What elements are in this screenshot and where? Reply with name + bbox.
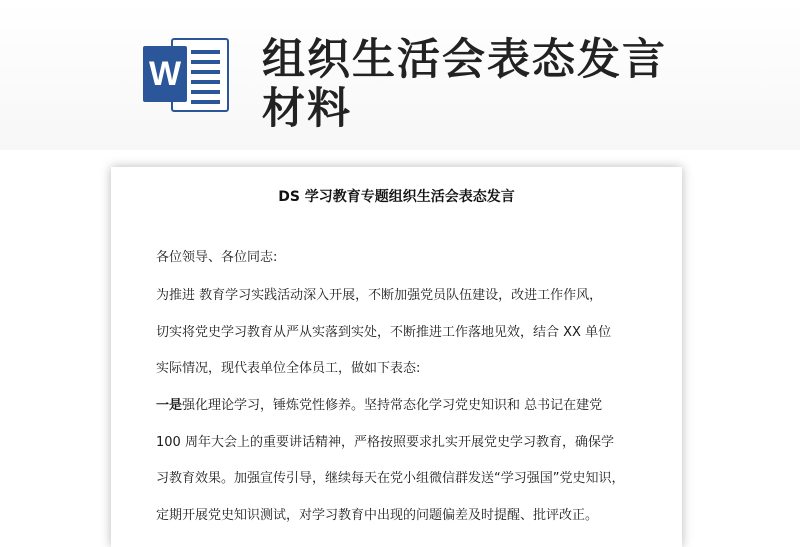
point-lead: 一是 [156, 398, 183, 413]
body-line: 100 周年大会上的重要讲话精神，严格按照要求扎实开展党史学习教育，确保学 [156, 435, 614, 450]
body-line: 切实将党史学习教育从严从实落到实处，不断推进工作落地见效，结合 XX 单位 [156, 325, 612, 340]
word-badge: W [143, 46, 187, 102]
page-title: 组织生活会表态发言材料 [262, 35, 667, 134]
body-line: 为推进 教育学习实践活动深入开展，不断加强党员队伍建设，改进工作作风， [156, 288, 603, 303]
document-title: DS 学习教育专题组织生活会表态发言 [278, 189, 515, 205]
body-line: 实际情况，现代表单位全体员工，做如下表态: [156, 361, 421, 376]
body-line [156, 394, 602, 413]
word-icon [143, 34, 233, 116]
point-text: 强化理论学习，锤炼党性修养。坚持常态化学习党史知识和 总书记在建党 [182, 398, 603, 413]
document-page [111, 167, 682, 547]
body-line: 习教育效果。加强宣传引导，继续每天在党小组微信群发送“学习强国”党史知识， [156, 471, 625, 486]
salutation-line: 各位领导、各位同志: [156, 250, 278, 265]
body-line: 定期开展党史知识测试，对学习教育中出现的问题偏差及时提醒、批评改正。 [156, 508, 599, 523]
